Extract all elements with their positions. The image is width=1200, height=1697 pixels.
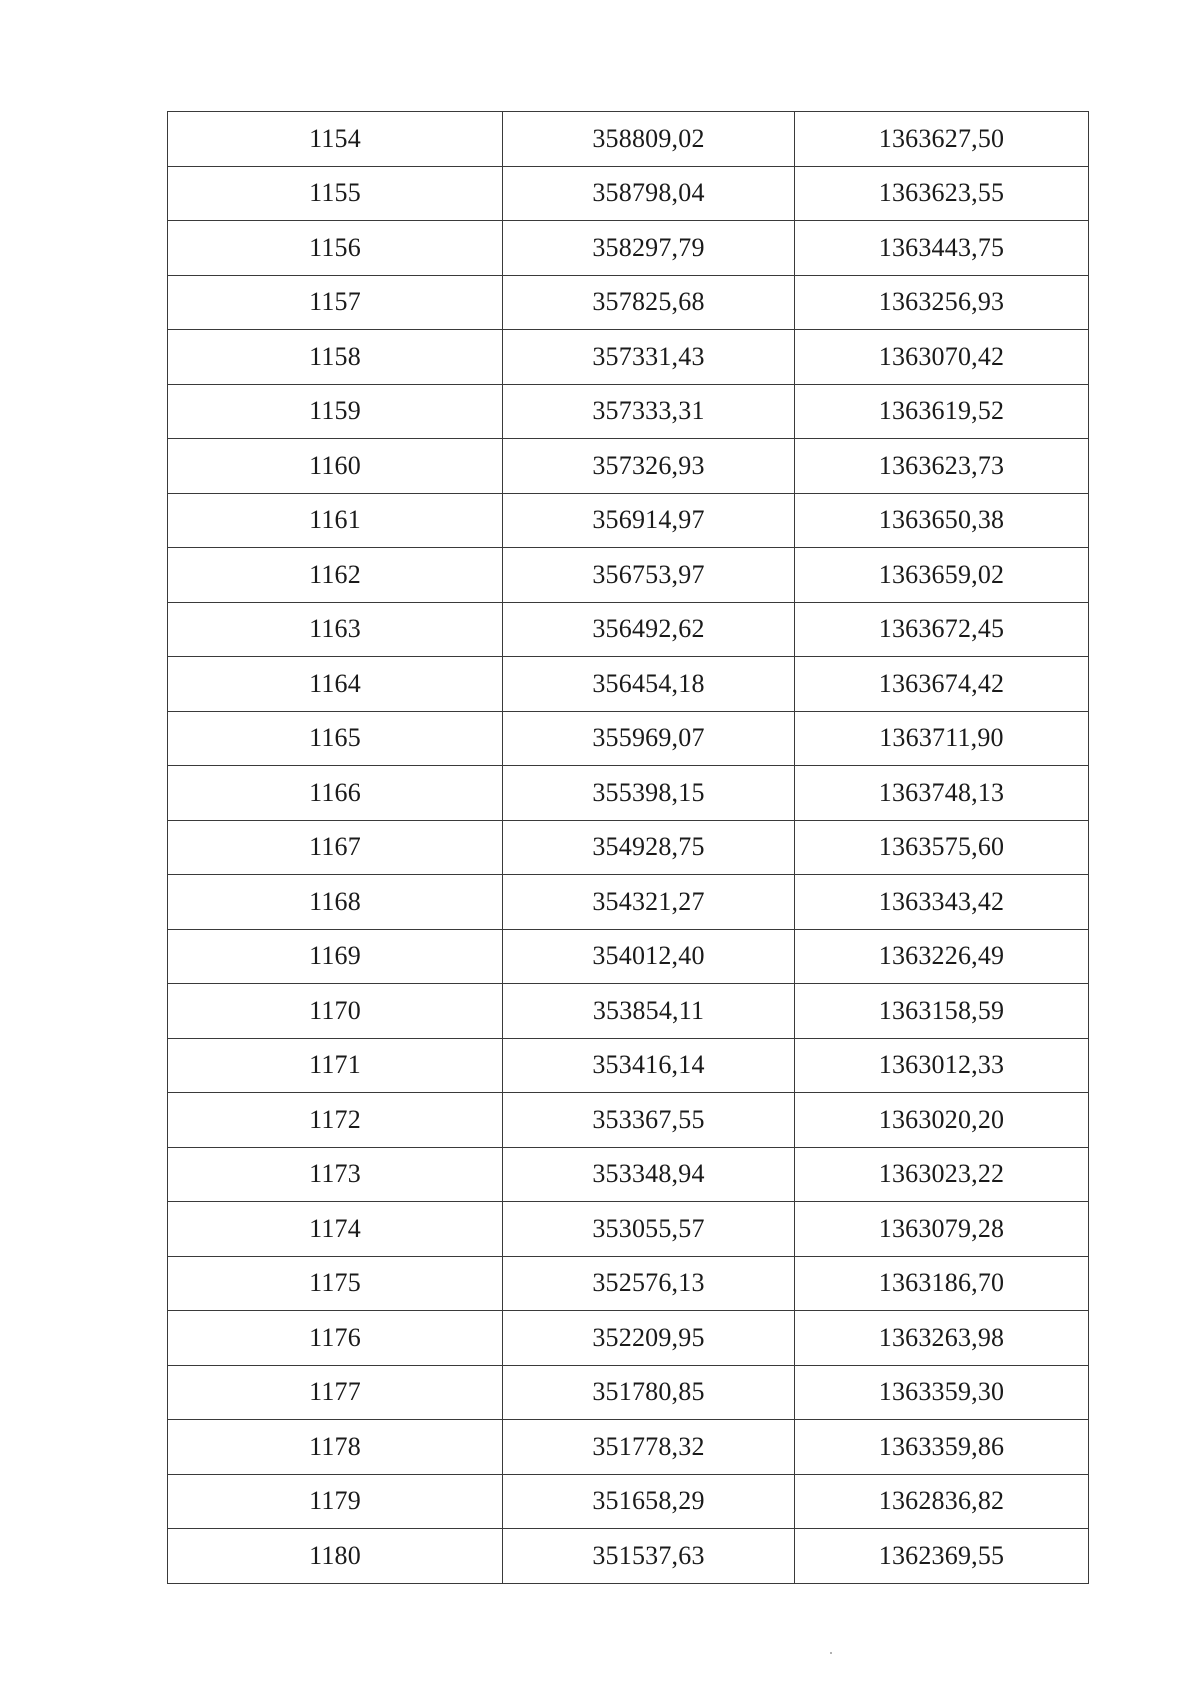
y-coordinate-cell: 1363263,98 [795, 1311, 1089, 1366]
point-number-cell: 1177 [168, 1365, 503, 1420]
table-row [168, 493, 1089, 548]
table-row [168, 1311, 1089, 1366]
x-coordinate-cell: 357331,43 [503, 330, 795, 385]
table-row [168, 875, 1089, 930]
y-coordinate-cell: 1363023,22 [795, 1147, 1089, 1202]
y-coordinate-cell: 1363158,59 [795, 984, 1089, 1039]
y-coordinate-cell: 1362369,55 [795, 1529, 1089, 1584]
point-number-cell: 1154 [168, 112, 503, 167]
point-number-cell: 1174 [168, 1202, 503, 1257]
x-coordinate-cell: 353348,94 [503, 1147, 795, 1202]
point-number-cell: 1179 [168, 1474, 503, 1529]
y-coordinate-cell: 1363443,75 [795, 221, 1089, 276]
y-coordinate-cell: 1363650,38 [795, 493, 1089, 548]
x-coordinate-cell: 351658,29 [503, 1474, 795, 1529]
table-row [168, 384, 1089, 439]
x-coordinate-cell: 357333,31 [503, 384, 795, 439]
table-row [168, 1147, 1089, 1202]
y-coordinate-cell: 1363674,42 [795, 657, 1089, 712]
point-number-cell: 1173 [168, 1147, 503, 1202]
point-number-cell: 1162 [168, 548, 503, 603]
x-coordinate-cell: 358798,04 [503, 166, 795, 221]
x-coordinate-cell: 351778,32 [503, 1420, 795, 1475]
x-coordinate-cell: 355969,07 [503, 711, 795, 766]
point-number-cell: 1165 [168, 711, 503, 766]
table-row [168, 112, 1089, 167]
table-row [168, 1420, 1089, 1475]
point-number-cell: 1180 [168, 1529, 503, 1584]
point-number-cell: 1170 [168, 984, 503, 1039]
y-coordinate-cell: 1363575,60 [795, 820, 1089, 875]
point-number-cell: 1156 [168, 221, 503, 276]
point-number-cell: 1161 [168, 493, 503, 548]
point-number-cell: 1159 [168, 384, 503, 439]
table-row [168, 766, 1089, 821]
y-coordinate-cell: 1363020,20 [795, 1093, 1089, 1148]
y-coordinate-cell: 1363627,50 [795, 112, 1089, 167]
point-number-cell: 1171 [168, 1038, 503, 1093]
coordinates-table-body [168, 112, 1089, 1584]
table-row [168, 711, 1089, 766]
table-row [168, 657, 1089, 712]
x-coordinate-cell: 358809,02 [503, 112, 795, 167]
point-number-cell: 1160 [168, 439, 503, 494]
y-coordinate-cell: 1363226,49 [795, 929, 1089, 984]
x-coordinate-cell: 356454,18 [503, 657, 795, 712]
table-row [168, 984, 1089, 1039]
y-coordinate-cell: 1363186,70 [795, 1256, 1089, 1311]
table-row [168, 221, 1089, 276]
x-coordinate-cell: 356753,97 [503, 548, 795, 603]
point-number-cell: 1169 [168, 929, 503, 984]
y-coordinate-cell: 1362836,82 [795, 1474, 1089, 1529]
point-number-cell: 1168 [168, 875, 503, 930]
table-row [168, 439, 1089, 494]
table-row [168, 1202, 1089, 1257]
y-coordinate-cell: 1363079,28 [795, 1202, 1089, 1257]
x-coordinate-cell: 357825,68 [503, 275, 795, 330]
y-coordinate-cell: 1363359,30 [795, 1365, 1089, 1420]
y-coordinate-cell: 1363659,02 [795, 548, 1089, 603]
point-number-cell: 1166 [168, 766, 503, 821]
coordinates-table [167, 111, 1089, 1584]
table-row [168, 929, 1089, 984]
y-coordinate-cell: 1363256,93 [795, 275, 1089, 330]
scan-speck [830, 1652, 832, 1654]
x-coordinate-cell: 353367,55 [503, 1093, 795, 1148]
y-coordinate-cell: 1363623,55 [795, 166, 1089, 221]
x-coordinate-cell: 356914,97 [503, 493, 795, 548]
table-row [168, 1093, 1089, 1148]
table-row [168, 548, 1089, 603]
table-row [168, 1038, 1089, 1093]
table-row [168, 1256, 1089, 1311]
y-coordinate-cell: 1363623,73 [795, 439, 1089, 494]
table-row [168, 1474, 1089, 1529]
x-coordinate-cell: 355398,15 [503, 766, 795, 821]
y-coordinate-cell: 1363070,42 [795, 330, 1089, 385]
y-coordinate-cell: 1363619,52 [795, 384, 1089, 439]
y-coordinate-cell: 1363343,42 [795, 875, 1089, 930]
x-coordinate-cell: 352209,95 [503, 1311, 795, 1366]
point-number-cell: 1178 [168, 1420, 503, 1475]
y-coordinate-cell: 1363748,13 [795, 766, 1089, 821]
point-number-cell: 1157 [168, 275, 503, 330]
y-coordinate-cell: 1363711,90 [795, 711, 1089, 766]
x-coordinate-cell: 351780,85 [503, 1365, 795, 1420]
x-coordinate-cell: 353854,11 [503, 984, 795, 1039]
table-row [168, 1529, 1089, 1584]
x-coordinate-cell: 353416,14 [503, 1038, 795, 1093]
x-coordinate-cell: 354928,75 [503, 820, 795, 875]
x-coordinate-cell: 353055,57 [503, 1202, 795, 1257]
x-coordinate-cell: 352576,13 [503, 1256, 795, 1311]
table-row [168, 330, 1089, 385]
y-coordinate-cell: 1363359,86 [795, 1420, 1089, 1475]
point-number-cell: 1172 [168, 1093, 503, 1148]
point-number-cell: 1175 [168, 1256, 503, 1311]
point-number-cell: 1167 [168, 820, 503, 875]
point-number-cell: 1163 [168, 602, 503, 657]
x-coordinate-cell: 354012,40 [503, 929, 795, 984]
table-row [168, 166, 1089, 221]
point-number-cell: 1164 [168, 657, 503, 712]
x-coordinate-cell: 356492,62 [503, 602, 795, 657]
y-coordinate-cell: 1363012,33 [795, 1038, 1089, 1093]
x-coordinate-cell: 354321,27 [503, 875, 795, 930]
point-number-cell: 1158 [168, 330, 503, 385]
table-row [168, 1365, 1089, 1420]
x-coordinate-cell: 357326,93 [503, 439, 795, 494]
x-coordinate-cell: 358297,79 [503, 221, 795, 276]
y-coordinate-cell: 1363672,45 [795, 602, 1089, 657]
x-coordinate-cell: 351537,63 [503, 1529, 795, 1584]
table-row [168, 275, 1089, 330]
table-row [168, 820, 1089, 875]
point-number-cell: 1176 [168, 1311, 503, 1366]
point-number-cell: 1155 [168, 166, 503, 221]
table-row [168, 602, 1089, 657]
